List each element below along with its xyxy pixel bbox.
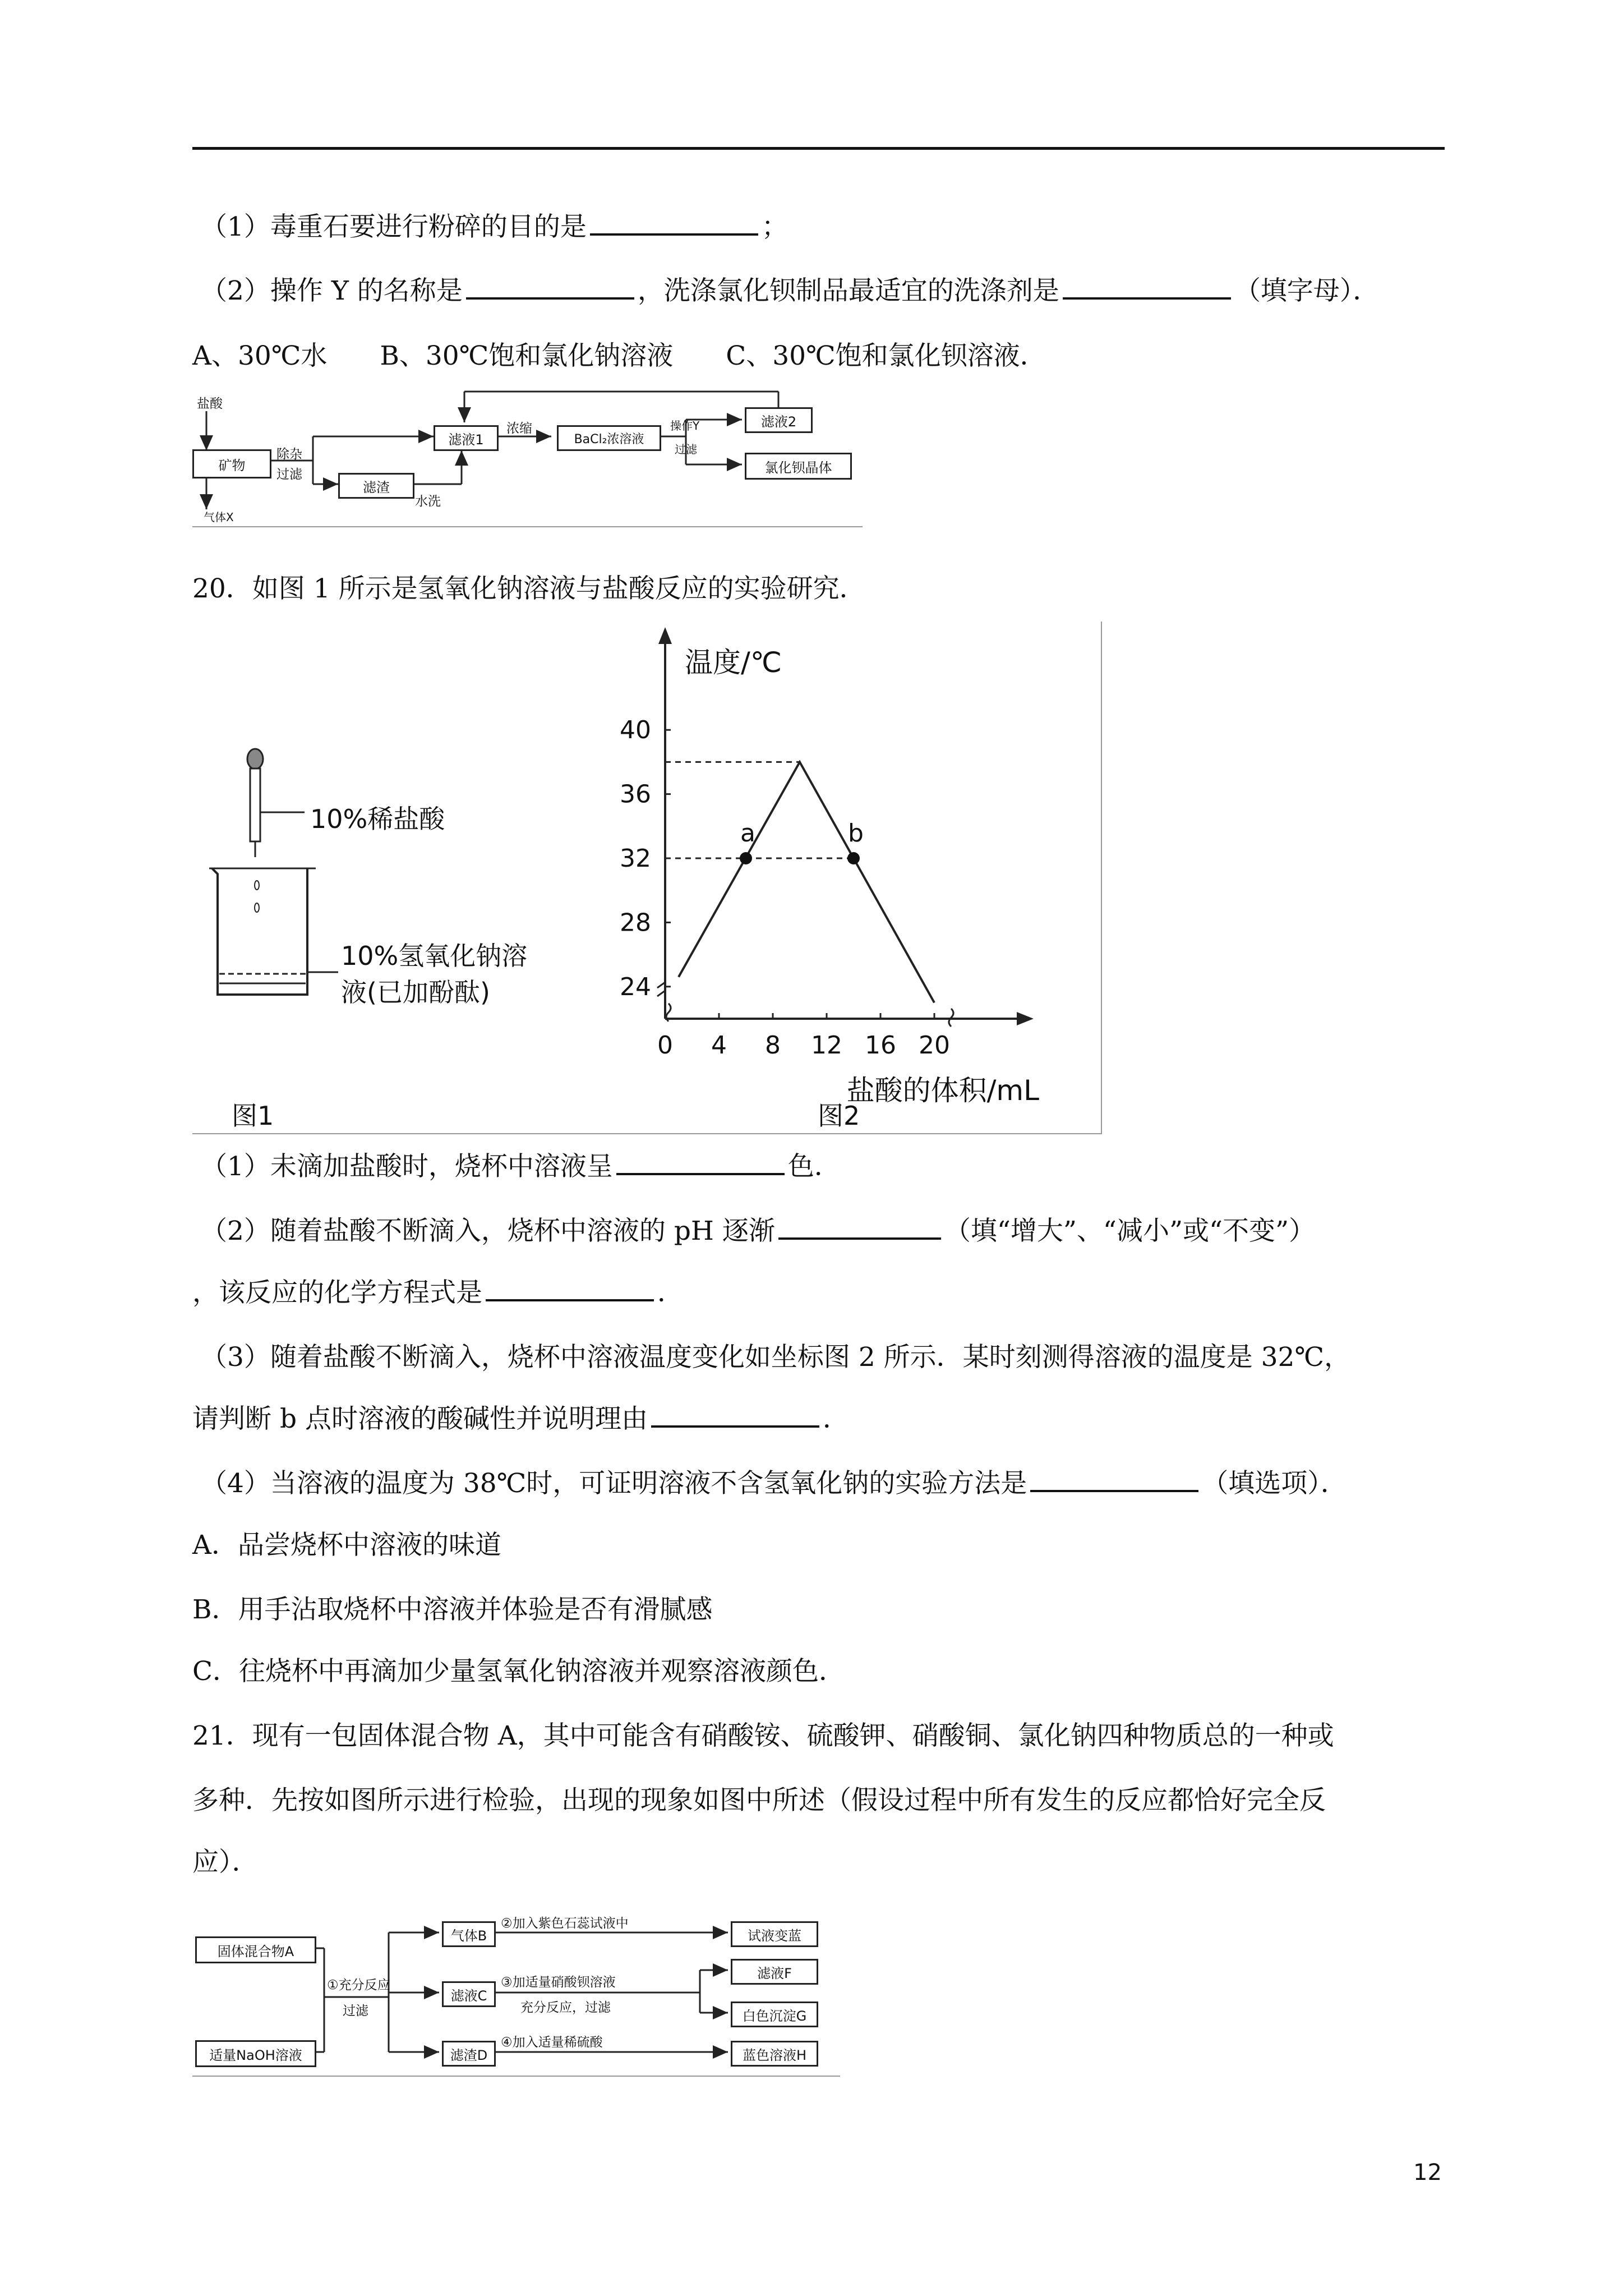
beaker-label-2: 液(已加酚酞) — [341, 977, 490, 1007]
point-label-a: a — [740, 819, 755, 848]
q20-part2-cont — [192, 1276, 684, 1310]
q21-flowchart — [192, 1907, 840, 2077]
y-tick-label-28: 28 — [620, 908, 651, 937]
y-axis-label: 温度/℃ — [685, 646, 782, 679]
residue-d-box: 滤渣D — [442, 2041, 496, 2067]
beaker-label-1: 10%氢氧化钠溶 — [341, 941, 528, 971]
q20-part2 — [201, 1214, 1315, 1248]
q20-part3-text: 请判断 b 点时溶液的酸碱性并说明理由 — [192, 1404, 648, 1434]
q20-option-b: B．用手沾取烧杯中溶液并体验是否有滑腻感 — [192, 1594, 713, 1625]
q20-part3-cont — [192, 1402, 849, 1436]
filter-label: 过滤 — [276, 467, 302, 482]
q20-part1 — [201, 1150, 841, 1184]
x-tick-label-4: 4 — [711, 1031, 727, 1060]
q19-part1-end: ； — [761, 211, 788, 242]
x-tick-label-20: 20 — [919, 1031, 950, 1060]
q20-part1-end: 色． — [787, 1151, 841, 1182]
y-tick-label-36: 36 — [620, 780, 651, 809]
step2-label: ②加入紫色石蕊试液中 — [501, 1916, 629, 1931]
drop — [255, 903, 259, 912]
y-tick-label-24: 24 — [620, 972, 651, 1001]
naoh-box: 适量NaOH溶液 — [195, 2040, 316, 2067]
answer-blank[interactable] — [651, 1403, 819, 1428]
step3-filter-label: 充分反应，过滤 — [520, 2000, 611, 2015]
dropper-bulb — [247, 749, 263, 769]
q20-part3-end: ． — [822, 1404, 849, 1434]
q19-part2-text2: ，洗涤氯化钡制品最适宜的洗涤剂是 — [637, 275, 1059, 306]
filtrate-f-box: 滤液F — [731, 1959, 818, 1985]
q20-part4-end: （填选项）． — [1202, 1468, 1347, 1499]
q20-figure — [192, 622, 1102, 1134]
dropper-label: 10%稀盐酸 — [310, 804, 445, 834]
figure2-caption: 图2 — [818, 1101, 860, 1131]
gas-b-box: 气体B — [442, 1921, 496, 1947]
gas-x-label: 气体X — [204, 510, 234, 524]
filtrate1-box: 滤液1 — [434, 425, 499, 451]
x-tick-label-16: 16 — [865, 1031, 896, 1060]
y-axis-arrow — [658, 627, 672, 644]
ore-box: 矿物 — [192, 449, 271, 478]
point-label-b: b — [848, 819, 864, 848]
q21-line1: 21．现有一包固体混合物 A，其中可能含有硝酸铵、硫酸钾、硝酸铜、氯化钠四种物质总的一种或 — [192, 1720, 1334, 1751]
crystal-box: 氯化钡晶体 — [745, 453, 852, 480]
white-precipitate-g-box: 白色沉淀G — [731, 2001, 818, 2027]
q20-stem: 20．如图 1 所示是氢氧化钠溶液与盐酸反应的实验研究． — [192, 573, 866, 604]
step1-label: ①充分反应 — [327, 1978, 390, 1993]
step1-filter-label: 过滤 — [343, 2004, 368, 2018]
point-a — [740, 852, 752, 864]
residue-box: 滤渣 — [338, 473, 414, 499]
q20-option-a: A．品尝烧杯中溶液的味道 — [192, 1530, 501, 1561]
q20-part1-text: （1）未滴加盐酸时，烧杯中溶液呈 — [201, 1151, 613, 1182]
x-tick-label-8: 8 — [765, 1031, 781, 1060]
q20-part4 — [201, 1467, 1347, 1501]
bacl2-box: BaCl₂浓溶液 — [557, 425, 661, 451]
drop — [255, 881, 259, 890]
x-axis-arrow — [1017, 1012, 1034, 1025]
answer-blank[interactable] — [1030, 1467, 1198, 1492]
filtrate-c-box: 滤液C — [442, 1981, 496, 2007]
blue-solution-h-box: 蓝色溶液H — [731, 2041, 818, 2067]
q19-flowchart — [192, 389, 863, 527]
y-tick-label-40: 40 — [620, 716, 651, 745]
y-tick-label-32: 32 — [620, 844, 651, 873]
q20-option-c: C．往烧杯中再滴加少量氢氧化钠溶液并观察溶液颜色． — [192, 1656, 845, 1687]
answer-blank[interactable] — [466, 275, 634, 300]
solid-a-box: 固体混合物A — [195, 1936, 316, 1963]
q21-line3: 应）． — [192, 1847, 259, 1878]
q20-part3: （3）随着盐酸不断滴入，烧杯中溶液温度变化如坐标图 2 所示．某时刻测得溶液的温度是 32℃， — [201, 1342, 1351, 1373]
turns-blue-box: 试液变蓝 — [731, 1921, 818, 1947]
answer-blank[interactable] — [486, 1277, 654, 1301]
figure1-caption: 图1 — [232, 1101, 274, 1131]
beaker — [212, 868, 307, 995]
filter-label-2: 过滤 — [675, 443, 697, 456]
remove-label: 除杂 — [276, 447, 302, 462]
temperature-chart — [585, 622, 1101, 1133]
point-b — [847, 852, 860, 864]
q20-part2-text: （2）随着盐酸不断滴入，烧杯中溶液的 pH 逐渐 — [201, 1216, 775, 1246]
x-axis-label: 盐酸的体积/mL — [846, 1074, 1039, 1107]
y-axis-break — [657, 982, 665, 996]
step4-label: ④加入适量稀硫酸 — [501, 2035, 603, 2050]
apparatus-drawing — [192, 622, 596, 1133]
q20-part4-text: （4）当溶液的温度为 38℃时，可证明溶液不含氢氧化钠的实验方法是 — [201, 1468, 1027, 1499]
q20-part2-end: ． — [657, 1277, 684, 1308]
q19-part1 — [201, 210, 788, 244]
temperature-line — [679, 762, 934, 1002]
answer-blank[interactable] — [590, 211, 758, 236]
q19-part2-end: （填字母）． — [1234, 275, 1380, 306]
q21-line2: 多种．先按如图所示进行检验，出现的现象如图中所述（假设过程中所有发生的反应都恰好完全反 — [192, 1785, 1326, 1816]
answer-blank[interactable] — [778, 1215, 941, 1240]
header-rule — [192, 147, 1445, 150]
q19-options: A、30℃水 B、30℃饱和氯化钠溶液 C、30℃饱和氯化钡溶液． — [192, 341, 1046, 371]
q19-part2 — [201, 274, 1379, 308]
x-tick-label-12: 12 — [811, 1031, 842, 1060]
wash-label: 水洗 — [415, 494, 441, 509]
answer-blank[interactable] — [1063, 275, 1231, 300]
q19-part1-text: （1）毒重石要进行粉碎的目的是 — [201, 211, 587, 242]
dropper-tube — [250, 769, 260, 841]
q20-part2-hint: （填“增大”、“减小”或“不变”） — [944, 1216, 1316, 1246]
page-number: 12 — [1413, 2160, 1442, 2185]
hcl-label: 盐酸 — [197, 397, 223, 411]
q19-part2-text: （2）操作 Y 的名称是 — [201, 275, 463, 306]
operation-y-label: 操作Y — [670, 419, 700, 432]
answer-blank[interactable] — [616, 1151, 785, 1175]
filtrate2-box: 滤液2 — [745, 407, 813, 433]
concentrate-label: 浓缩 — [506, 421, 532, 436]
q20-part2-equation-text: ，该反应的化学方程式是 — [192, 1277, 482, 1308]
x-tick-label-0: 0 — [657, 1031, 673, 1060]
step3-label: ③加适量硝酸钡溶液 — [501, 1975, 616, 1990]
